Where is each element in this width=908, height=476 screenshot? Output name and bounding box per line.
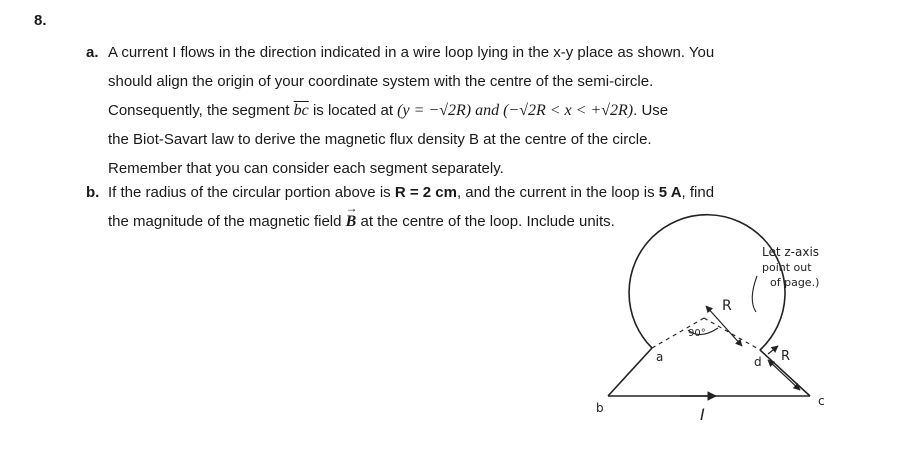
segment-bc: $\overline{bc}$ <box>293 102 309 119</box>
b-vector-symbol: B → <box>346 207 357 236</box>
part-b-line-1: If the radius of the circular portion above is R = 2 cm, and the current in the loop is 5 A, find <box>108 184 715 201</box>
label-d: d <box>754 355 762 369</box>
radius-value: R = 2 cm <box>394 184 457 201</box>
note-line-3: of page.) <box>770 276 820 289</box>
part-a-label: a. <box>86 44 99 61</box>
label-current: I <box>700 405 705 424</box>
part-a-line-2: should align the origin of your coordinate system with the centre of the semi-circle. <box>108 73 654 90</box>
current-value: 5 A <box>658 184 682 201</box>
question-number: 8. <box>34 12 47 29</box>
radius-arrow-cd-icon <box>768 360 800 390</box>
note-connector <box>752 276 757 312</box>
dl-arrow-icon <box>768 346 778 354</box>
part-a-line-5: Remember that you can consider each segment separately. <box>108 160 504 177</box>
part-a-line-3: Consequently, the segment $\overline{bc}$ is located at (y = −√2R) and (−√2R < x < +√2R). Use <box>108 102 669 119</box>
label-c: c <box>818 394 825 408</box>
note-line-1: Let z-axis <box>762 245 820 259</box>
part-a-line-1: A current I flows in the direction indicated in a wire loop lying in the x-y place as shown. You <box>108 44 715 61</box>
segment-a-b <box>608 348 652 396</box>
part-b-label: b. <box>86 184 100 201</box>
part-b-line-2: the magnitude of the magnetic field B → at the centre of the loop. Include units. <box>108 207 886 236</box>
label-r-right: R <box>781 349 791 364</box>
semi-circle-arc <box>629 215 785 350</box>
label-angle: 90° <box>688 328 706 339</box>
note-line-2: point out <box>762 261 812 274</box>
part-a-line-4: the Biot-Savart law to derive the magnetic flux density B at the centre of the circle. <box>108 131 652 148</box>
label-r-top: R <box>722 298 732 314</box>
segment-location-math: (y = −√2R) and (−√2R < x < +√2R) <box>397 102 634 119</box>
label-b: b <box>596 401 604 415</box>
label-a: a <box>656 350 664 364</box>
